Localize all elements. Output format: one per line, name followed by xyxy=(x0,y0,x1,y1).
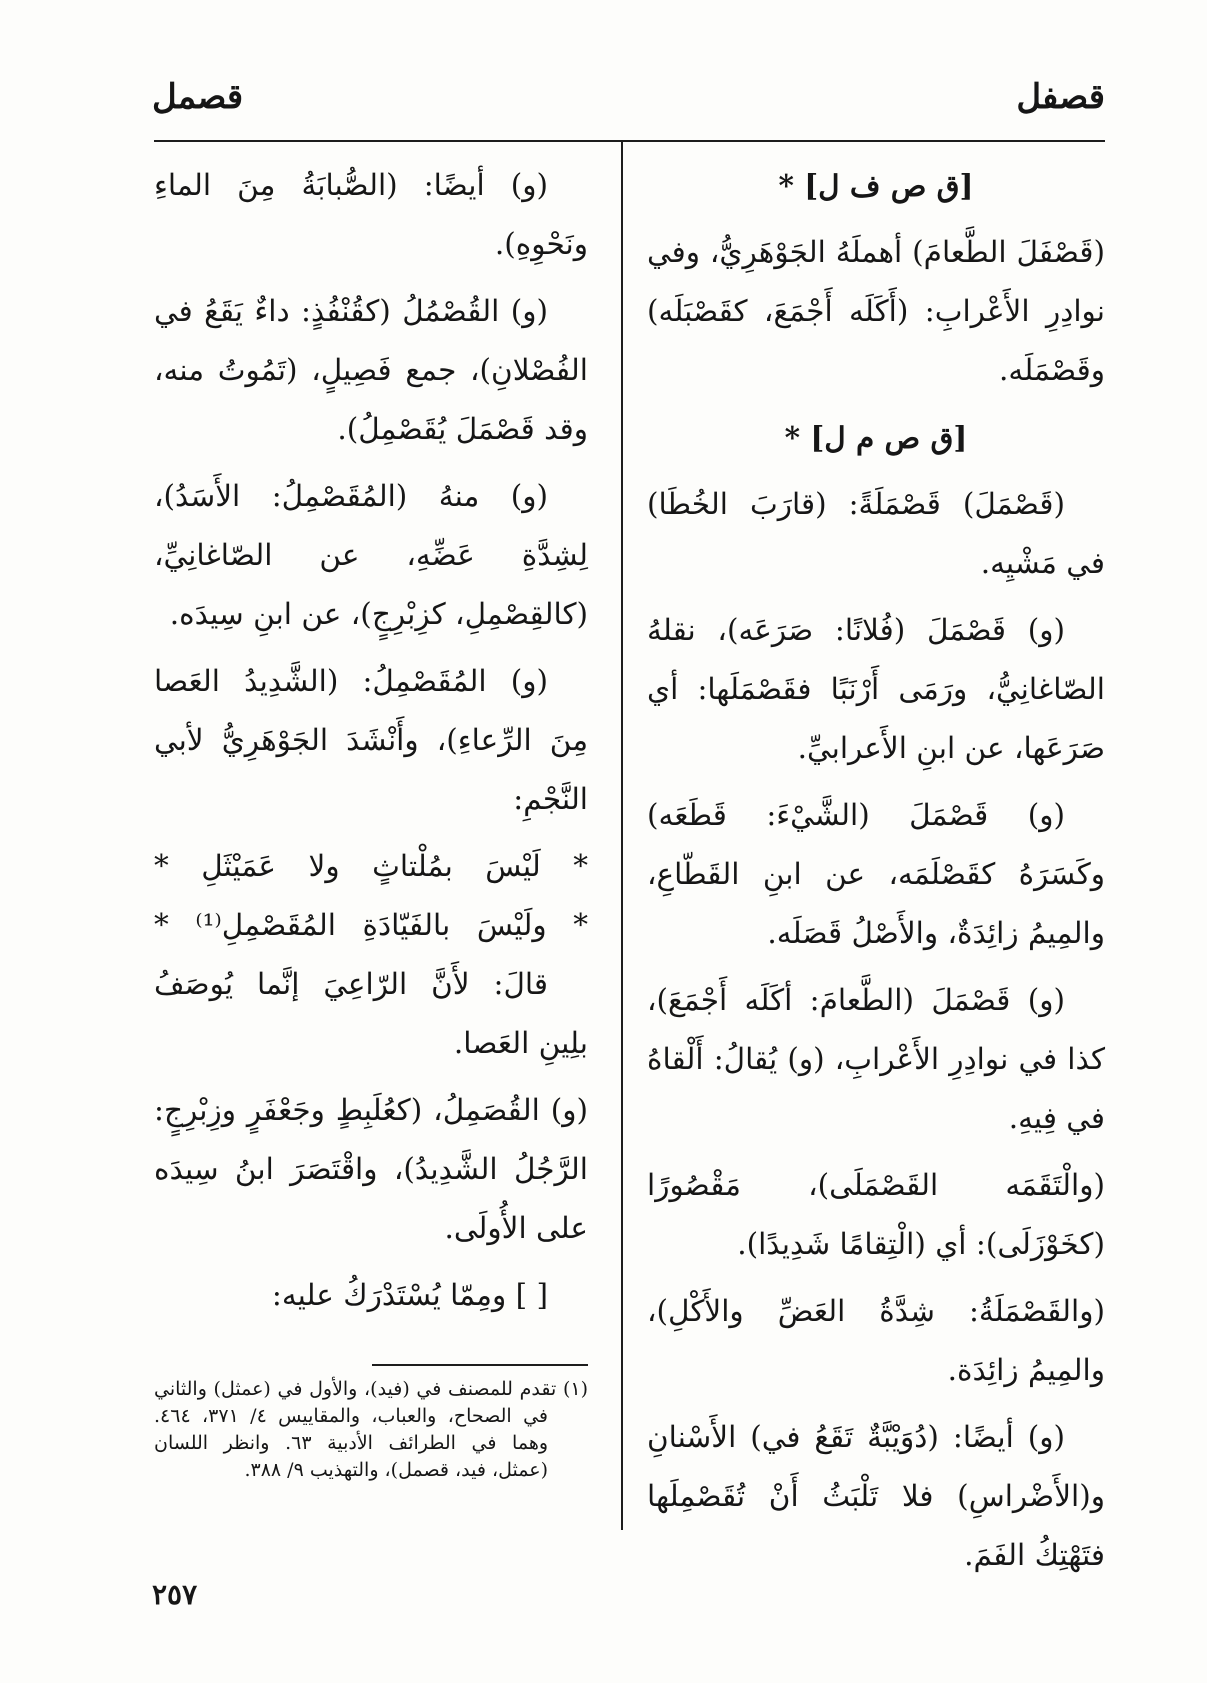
entry-paragraph: (و) أيضًا: (دُوَيْبَّةٌ تَقَعُ في) الأَسْنانِ و(الأَضْراسِ) فلا تَلْبَثُ أَنْ تُقَصْمِلَها فتَهْتِكُ الفَمَ. xyxy=(647,1420,1105,1572)
entry-heading: [ق ص ف ل] * xyxy=(778,168,974,203)
entry-paragraph: (و) القُصْمُلُ (كقُنْفُذٍ: داءٌ يَقَعُ في الفُصْلانِ)، جمع فَصِيلٍ، (تَمُوتُ منه، وقد قَصْمَلَ يُقَصْمِلُ). xyxy=(154,294,588,446)
running-header-right: قصفل xyxy=(1016,77,1105,117)
entry-paragraph: (و) قَصْمَلَ (الطَّعامَ: أكَلَه أَجْمَعَ)، كذا في نوادِرِ الأَعْرابِ، (و) يُقالُ: أَلْقاهُ في فِيهِ. xyxy=(647,983,1105,1135)
entry-heading: [ق ص م ل] * xyxy=(784,420,968,455)
running-header-left: قصمل xyxy=(152,77,244,117)
entry-paragraph: (و) القُصَمِلُ، (كعُلَبِطٍ وجَعْفَرٍ وزِبْرِجٍ: الرَّجُلُ الشَّدِيدُ)، واقْتَصَرَ ابنُ سِيدَه على الأُولَى. xyxy=(154,1093,588,1245)
header-rule xyxy=(154,140,1105,142)
right-column xyxy=(647,156,1105,1593)
entry-paragraph: (و) قَصْمَلَ (فُلانًا: صَرَعَه)، نقلهُ الصّاغانِيُّ، ورَمَى أَرْنَبًا فقَصْمَلَها: أي صَرَعَها، عن ابنِ الأَعرابيِّ. xyxy=(647,613,1105,765)
entry-paragraph: (و) منهُ (المُقَصْمِلُ: الأَسَدُ)، لِشِدَّةِ عَضِّهِ، عن الصّاغانِيِّ، (كالقِصْمِلِ، كزِبْرِجٍ)، عن ابنِ سِيدَه. xyxy=(154,479,588,631)
entry-paragraph: قالَ: لأَنَّ الرّاعِيَ إنَّما يُوصَفُ بلِينِ العَصا. xyxy=(154,967,588,1060)
column-divider xyxy=(621,140,623,1530)
entry-paragraph: (والقَصْمَلَةُ: شِدَّةُ العَضِّ والأَكْلِ)، والمِيمُ زائِدَة. xyxy=(647,1294,1105,1387)
left-column xyxy=(154,156,588,1333)
verse-line: * ولَيْسَ بالفَيّادَةِ المُقَصْمِلِ⁽¹⁾ * xyxy=(154,908,588,942)
page-number: ٢٥٧ xyxy=(152,1578,198,1611)
entry-paragraph: (و) المُقَصْمِلُ: (الشَّدِيدُ العَصا مِنَ الرِّعاءِ)، وأَنْشَدَ الجَوْهَرِيُّ لأبي النَّجْمِ: xyxy=(154,664,588,816)
footnote xyxy=(154,1376,588,1484)
entry-paragraph: (والْتَقَمَه القَصْمَلَى)، مَقْصُورًا (كخَوْزَلَى): أي (الْتِقامًا شَدِيدًا). xyxy=(647,1168,1105,1261)
entry-paragraph: (قَصْفَلَ الطَّعامَ) أهملَهُ الجَوْهَرِيُّ، وفي نوادِرِ الأَعْرابِ: (أَكَلَه أَجْمَعَ، كقَصْبَلَه) وقَصْمَلَه. xyxy=(647,235,1105,387)
entry-paragraph: (و) أيضًا: (الصُّبابَةُ مِنَ الماءِ ونَحْوِهِ). xyxy=(154,168,588,261)
footnote-text: (١) تقدم للمصنف في (فيد)، والأول في (عمثل) والثاني في الصحاح، والعباب، والمقاييس ٤/ ٣٧١، ٤٦٤. وهما في الطرائف الأدبية ٦٣. وانظر اللسان (عمثل، فيد، قصمل)، والتهذيب ٩/ ٣٨٨. xyxy=(154,1378,588,1481)
entry-paragraph: (قَصْمَلَ) قَصْمَلَةً: (قارَبَ الخُطَا) في مَشْيِه. xyxy=(647,487,1105,580)
footnote-rule xyxy=(372,1364,588,1366)
entry-paragraph: (و) قَصْمَلَ (الشَّيْءَ: قَطَعَه) وكَسَرَهُ كقَصْلَمَه، عن ابنِ القَطّاعِ، والمِيمُ زائِدَةٌ، والأَصْلُ قَصَلَه. xyxy=(647,798,1105,950)
entry-paragraph: [ ] ومِمّا يُسْتَدْرَكُ عليه: xyxy=(271,1278,548,1312)
verse-line: * لَيْسَ بمُلْتاثٍ ولا عَمَيْثَلِ * xyxy=(154,849,588,883)
